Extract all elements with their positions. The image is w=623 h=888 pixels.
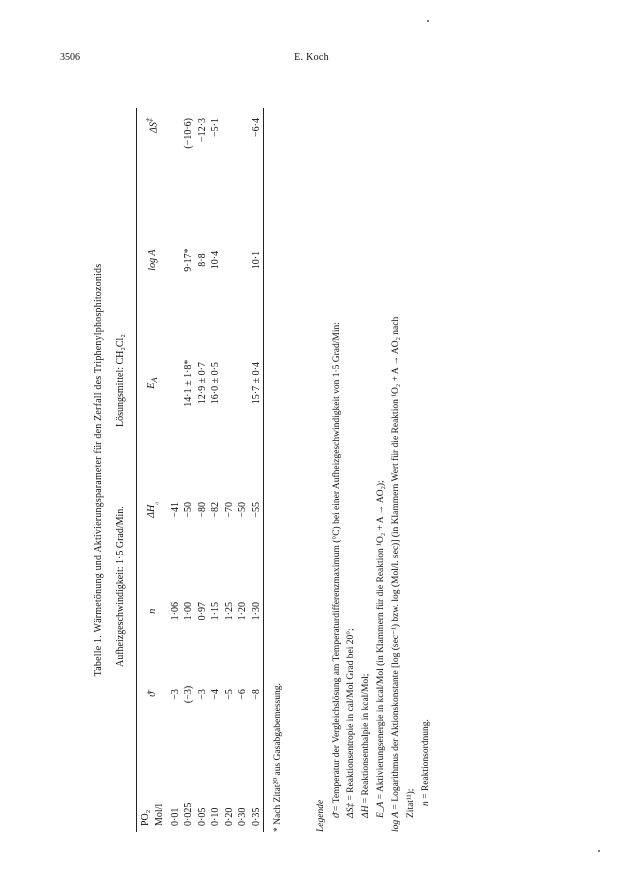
table-cell: −8 — [250, 689, 262, 700]
table-cell: 9·17* — [183, 248, 194, 272]
table-cell: −6·4 — [250, 118, 262, 137]
data-table — [137, 108, 264, 832]
table-cell: −5 — [223, 689, 235, 700]
table-cell: −70 — [223, 502, 235, 518]
scan-speck — [598, 850, 600, 852]
table-row — [236, 108, 250, 832]
table-cell: −3 — [169, 689, 181, 700]
table-cell: 1·00 — [183, 602, 194, 621]
table-row — [209, 108, 223, 832]
page-number: 3506 — [60, 52, 80, 63]
column-header: ΔS‡ — [145, 118, 160, 134]
table-cell — [169, 108, 183, 209]
table-cell: −82 — [210, 502, 221, 518]
table-cell: 0·35 — [250, 807, 262, 826]
table-cell: 1·06 — [169, 602, 181, 621]
legend-line: log A = Logarithmus der Aktionskonstante [log (sec⁻¹) bzw. log (Mol/l. sec)] (in Klammern Wert für die Reaktion ¹O₂ + A → AO₂ nach — [390, 316, 401, 832]
table-cell: −12·3 — [196, 118, 208, 142]
table-caption: Tabelle 1. Wärmetönung und Aktivierungsparameter für den Zerfall des Triphenylphosphitozonids — [93, 263, 104, 677]
column-header: n — [146, 608, 158, 614]
table-row — [169, 108, 183, 832]
column-header: PO₂ Mol/l — [140, 803, 165, 826]
table-cell: −41 — [169, 502, 181, 518]
table-row — [196, 108, 210, 832]
table-cell: −50 — [183, 502, 194, 518]
legend-line: Zitat¹¹); — [405, 788, 416, 818]
legend-line: ΔS‡ = Reaktionsentropie in cal/Mol Grad bei 20°; — [346, 628, 357, 818]
bottom-rule — [263, 108, 264, 832]
table-cell: 0·05 — [196, 807, 208, 826]
legend-line: ΔH = Reaktionsenthalpie in kcal/Mol; — [361, 673, 372, 818]
table-body — [169, 108, 264, 832]
table-cell: 14·1 ± 1·8* — [183, 359, 194, 407]
table-cell: 1·15 — [210, 602, 221, 621]
table-cell — [223, 108, 237, 209]
table-conditions — [114, 108, 130, 832]
table-cell: 10·4 — [210, 250, 221, 270]
column-header: log A — [146, 249, 158, 271]
legend — [315, 108, 433, 832]
table-cell: 0·025 — [183, 802, 194, 826]
table-cell — [236, 311, 250, 456]
table-cell: 10·1 — [250, 250, 262, 270]
column-header: $E_A$ — [145, 377, 159, 389]
legend-line: E_A = Aktivierungsenergie in kcal/Mol (in Klammern für die Reaktion ¹O₂ + A → AO₂); — [376, 480, 387, 818]
table-header-row — [137, 108, 169, 832]
table-cell — [236, 108, 250, 209]
table-cell: 12·9 ± 0·7 — [196, 362, 208, 405]
table-cell: −4 — [210, 689, 221, 700]
table-row — [223, 108, 237, 832]
table-row — [182, 108, 196, 832]
table-row — [250, 108, 264, 832]
table-cell — [169, 209, 183, 310]
table-cell: −80 — [196, 502, 208, 518]
table-cell — [223, 209, 237, 310]
legend-title: Legende — [315, 799, 326, 832]
legend-line: n = Reaktionsordnung. — [420, 719, 431, 806]
table-cell: 0·30 — [237, 807, 248, 826]
table-cell: −55 — [250, 502, 262, 518]
table-cell: 8·8 — [196, 253, 208, 267]
running-head: E. Koch — [294, 52, 329, 63]
table-cell: −6 — [237, 689, 248, 700]
table-footnote: * Nach Zitat²⁰ aus Gasabgabemessung. — [273, 683, 283, 832]
table-cell — [223, 311, 237, 456]
table-cell: 1·20 — [237, 602, 248, 621]
table-cell: 0·20 — [223, 807, 235, 826]
table-cell: 16·0 ± 0·5 — [210, 362, 221, 405]
table-cell: 1·25 — [223, 602, 235, 621]
table-cell: 0·10 — [210, 807, 221, 826]
column-header: ϑ̄ — [146, 691, 158, 697]
table-cell: 0·01 — [169, 807, 181, 826]
table-cell: −3 — [196, 689, 208, 700]
table-cell — [169, 311, 183, 456]
table-cell: −50 — [237, 502, 248, 518]
legend-line: ϑ̄ = Temperatur der Vergleichslösung am Temperaturdifferenzmaximum (°C) bei einer Aufheizgeschwindigkeit von 1·5 Grad/Min: — [331, 322, 342, 818]
heating-rate: Aufheizgeschwindigkeit: 1·5 Grad/Min. — [114, 506, 126, 667]
table-cell: (−10·6) — [183, 118, 194, 149]
table-cell: 15·7 ± 0·4 — [250, 362, 262, 405]
table-cell: 0·97 — [196, 602, 208, 621]
rotated-table-block — [92, 108, 492, 832]
table-cell: −5·1 — [210, 118, 221, 137]
table-cell — [236, 209, 250, 310]
column-header: $\Delta H_{_0}$ — [145, 501, 159, 518]
table-cell: 1·30 — [250, 602, 262, 621]
solvent: Lösungsmittel: CH₂Cl₂ — [114, 334, 126, 427]
table-cell: (−3) — [183, 685, 194, 704]
scan-speck — [427, 20, 429, 22]
